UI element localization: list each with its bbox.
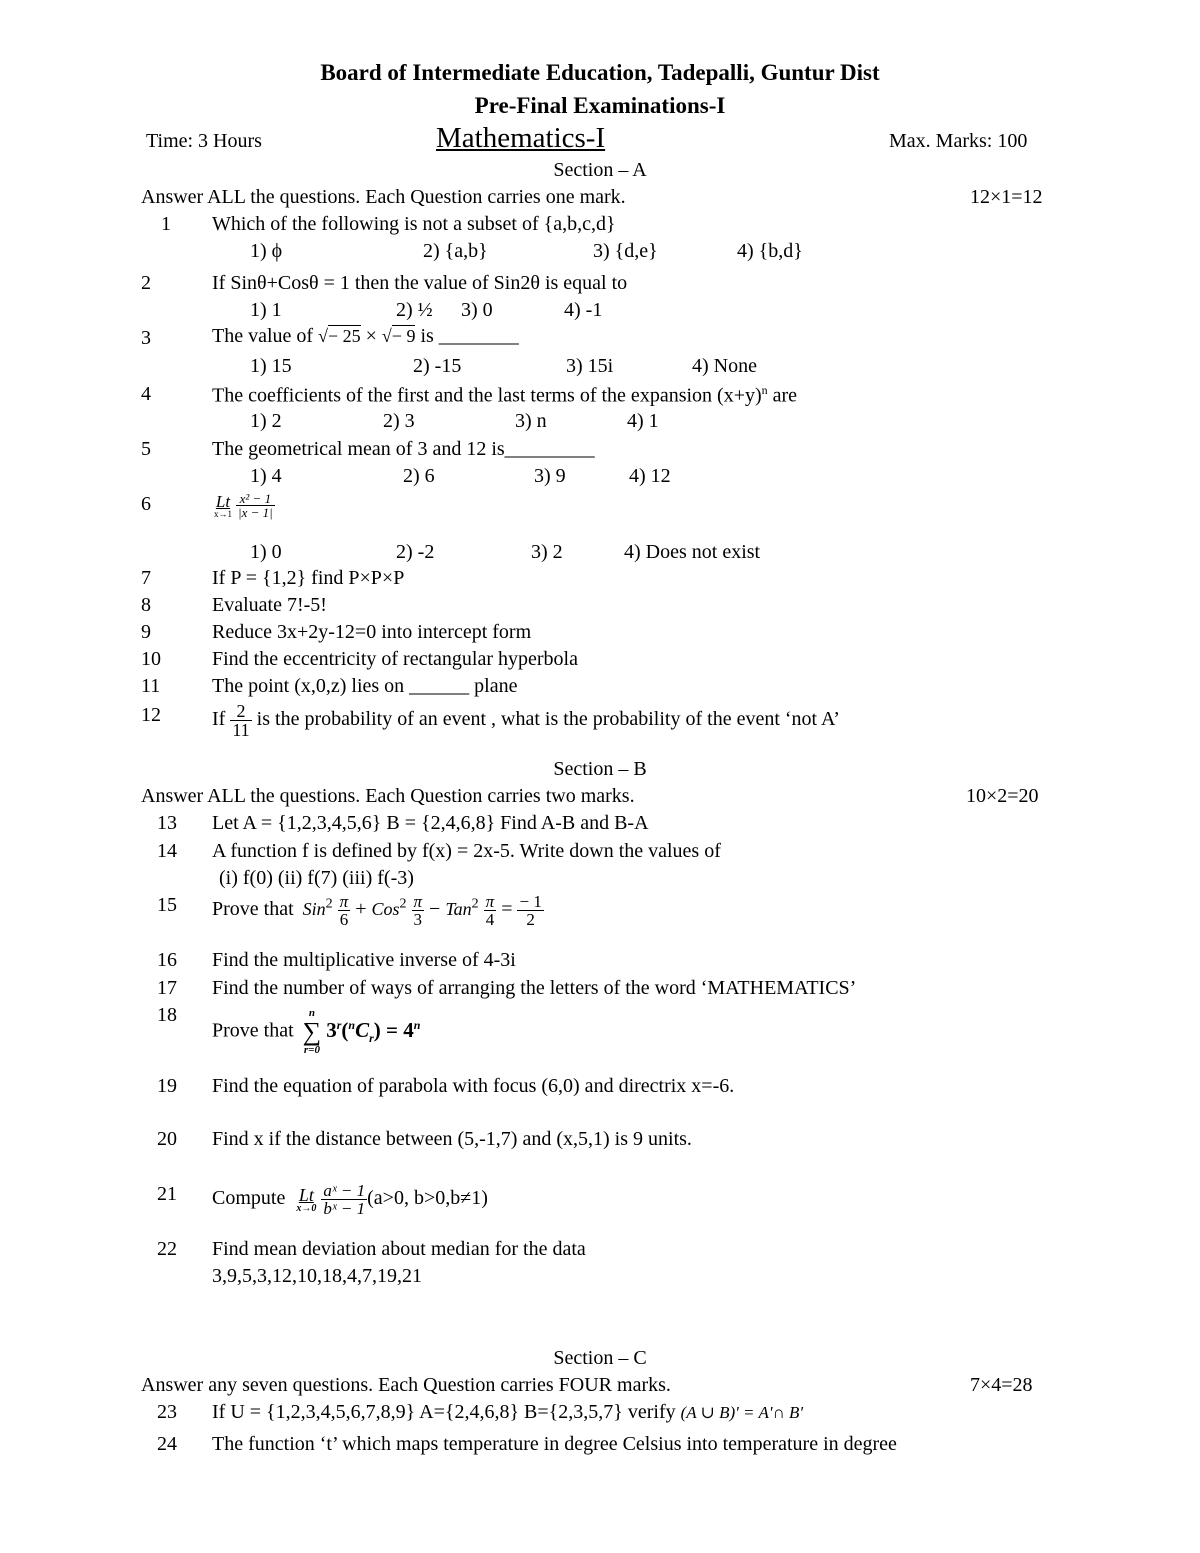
lt-sub: x→0 [296,1202,317,1214]
square: 2 [471,896,479,912]
frac-numerator: π [485,892,495,911]
q12-pre: If [212,708,226,731]
question-number: 16 [157,949,177,971]
q18-pre: Prove that [212,1019,294,1042]
sigma-bottom: r=0 [303,1044,320,1056]
frac-denominator: 3 [412,910,425,928]
option-2: 2) -2 [396,541,435,563]
expr-base: 3 [326,1017,337,1042]
frac-denominator: 4 [484,910,497,928]
option-3: 3) 0 [461,299,493,321]
option-1: 1) ϕ [250,240,283,262]
q21-pre: Compute [212,1187,286,1210]
q12-post: is the probability of an event , what is the probability of the event ‘not A’ [256,708,840,731]
option-1: 1) 0 [250,541,282,563]
option-2: 2) {a,b} [423,240,488,262]
question-text: The value of √− 25 × √− 9 is ________ [212,325,519,347]
frac-numerator: π [413,892,423,911]
expr-power: r [336,1017,342,1032]
q15-pre: Prove that [212,898,294,921]
question-subparts: (i) f(0) (ii) f(7) (iii) f(-3) [219,867,414,889]
question-number: 12 [141,704,161,726]
option-3: 3) n [515,410,547,432]
equals-sign: = [501,898,513,921]
question-text: If P = {1,2} find P×P×P [212,567,405,589]
lt-sub: x→1 [214,508,232,519]
q3-post: is ________ [420,325,519,347]
question-text: Find the number of ways of arranging the letters of the word ‘MATHEMATICS’ [212,977,857,999]
question-number: 3 [141,327,151,349]
question-text: Find mean deviation about median for the data [212,1238,586,1260]
question-text: Evaluate 7!-5! [212,594,327,616]
option-1: 1) 15 [250,355,292,377]
question-text: Find the equation of parabola with focus (6,0) and directrix x=-6. [212,1075,735,1097]
section-c-instruction: Answer any seven questions. Each Question carries FOUR marks. [141,1374,671,1396]
question-number: 8 [141,594,151,616]
expr-open: ( [341,1017,349,1042]
question-text: The geometrical mean of 3 and 12 is_________ [212,438,595,460]
question-text: If Sinθ+Cosθ = 1 then the value of Sin2θ is equal to [212,272,628,294]
option-4: 4) None [692,355,757,377]
radical-1: − 25 [327,326,361,346]
option-1: 1) 1 [250,299,282,321]
section-b-title: Section – B [553,758,647,780]
max-marks-label: Max. Marks: 100 [889,130,1028,152]
section-c-marks: 7×4=28 [970,1374,1033,1396]
expr-close: ) = 4 [373,1017,414,1042]
question-number: 10 [141,648,161,670]
option-3: 3) 9 [534,465,566,487]
question-text: The function ‘t’ which maps temperature in degree Celsius into temperature in degree [212,1433,897,1455]
exam-title: Pre-Final Examinations-I [474,93,726,118]
time-label: Time: 3 Hours [146,130,262,152]
frac-denominator: 11 [232,720,250,740]
lt-label: Lt [215,491,231,511]
question-text: A function f is defined by f(x) = 2x-5. Write down the values of [212,840,721,862]
question-number: 24 [157,1433,177,1455]
question-number: 7 [141,567,151,589]
option-4: 4) 1 [627,410,659,432]
option-3: 3) 2 [531,541,563,563]
board-title: Board of Intermediate Education, Tadepalli, Guntur Dist [320,60,880,85]
sigma-top: n [308,1007,315,1019]
question-text: Which of the following is not a subset of {a,b,c,d} [212,213,616,235]
section-b-marks: 10×2=20 [966,785,1039,807]
question-number: 14 [157,840,177,862]
frac-numerator: x² − 1 [239,491,272,506]
question-number: 11 [141,675,161,697]
option-4: 4) -1 [564,299,603,321]
expr-np: n [413,1017,421,1032]
option-2: 2) -15 [413,355,462,377]
option-2: 2) ½ [396,299,433,321]
q23-text: If U = {1,2,3,4,5,6,7,8,9} A={2,4,6,8} B={2,3,5,7} verify [212,1401,676,1423]
expr-c: C [355,1017,370,1042]
option-1: 1) 4 [250,465,282,487]
question-text: Find the multiplicative inverse of 4-3i [212,949,516,971]
frac-denominator: bˣ − 1 [323,1199,366,1218]
q4-sup: n [761,383,768,397]
frac-denominator: 6 [338,910,351,928]
radical-2: − 9 [391,326,416,346]
question-text [212,1401,803,1424]
section-a-marks: 12×1=12 [970,186,1043,208]
question-number: 6 [141,493,151,515]
question-text [212,1008,420,1056]
question-text: Let A = {1,2,3,4,5,6} B = {2,4,6,8} Find A-B and B-A [212,812,649,834]
option-3: 3) 15i [566,355,614,377]
tan-label: Tan [445,899,472,920]
frac-numerator: π [339,892,349,911]
square: 2 [399,896,407,912]
subject-title: Mathematics-I [436,122,606,154]
question-number: 17 [157,977,177,999]
question-number: 9 [141,621,151,643]
frac-numerator: 2 [236,701,246,721]
question-number: 2 [141,272,151,294]
question-text: Find the eccentricity of rectangular hyperbola [212,648,578,670]
question-number: 4 [141,383,151,405]
q21-post: (a>0, b>0,b≠1) [367,1187,488,1210]
frac-numerator: − 1 [519,892,542,911]
question-number: 15 [157,894,177,916]
option-4: 4) 12 [629,465,671,487]
question-text [212,383,797,408]
cos-label: Cos [371,899,400,920]
option-2: 2) 6 [403,465,435,487]
option-1: 1) 2 [250,410,282,432]
question-text [212,702,840,739]
limit-expression [214,492,275,519]
question-number: 22 [157,1238,177,1260]
section-a-title: Section – A [553,159,647,181]
option-3: 3) {d,e} [593,240,658,262]
section-c-title: Section – C [553,1347,647,1369]
expr-cr: r [369,1030,374,1045]
frac-numerator: aˣ − 1 [323,1181,366,1200]
question-number: 19 [157,1075,177,1097]
frac-denominator: |x − 1| [238,505,273,520]
q4-post: are [767,384,798,407]
question-number: 20 [157,1128,177,1150]
section-a-instruction: Answer ALL the questions. Each Question carries one mark. [141,186,626,208]
sin-label: Sin [302,899,326,920]
question-number: 18 [157,1004,177,1026]
question-text: The point (x,0,z) lies on ______ plane [212,675,518,697]
question-number: 5 [141,438,151,460]
option-4: 4) {b,d} [737,240,803,262]
frac-denominator: 2 [517,910,543,928]
question-number: 13 [157,812,177,834]
question-text [212,1182,488,1217]
question-number: 21 [157,1183,177,1205]
expr-n: n [348,1017,356,1032]
set-identity: (A ∪ B)' = A'∩ B' [680,1403,804,1422]
square: 2 [325,896,333,912]
section-b-instruction: Answer ALL the questions. Each Question carries two marks. [141,785,635,807]
lt-label: Lt [298,1184,314,1205]
option-4: 4) Does not exist [624,541,761,563]
times-sign: × [365,325,377,347]
question-number: 23 [157,1401,177,1423]
question-text [212,893,544,928]
question-number: 1 [161,213,171,235]
question-text: Reduce 3x+2y-12=0 into intercept form [212,621,532,643]
question-data: 3,9,5,3,12,10,18,4,7,19,21 [212,1265,422,1287]
plus-sign: + [355,898,367,921]
question-text: Find x if the distance between (5,-1,7) and (x,5,1) is 9 units. [212,1128,692,1150]
q3-pre: The value of [212,325,314,347]
q4-text: The coefficients of the first and the last terms of the expansion (x+y) [212,384,762,407]
minus-sign: − [429,898,441,921]
sigma-sign: ∑ [302,1017,322,1046]
option-2: 2) 3 [383,410,415,432]
